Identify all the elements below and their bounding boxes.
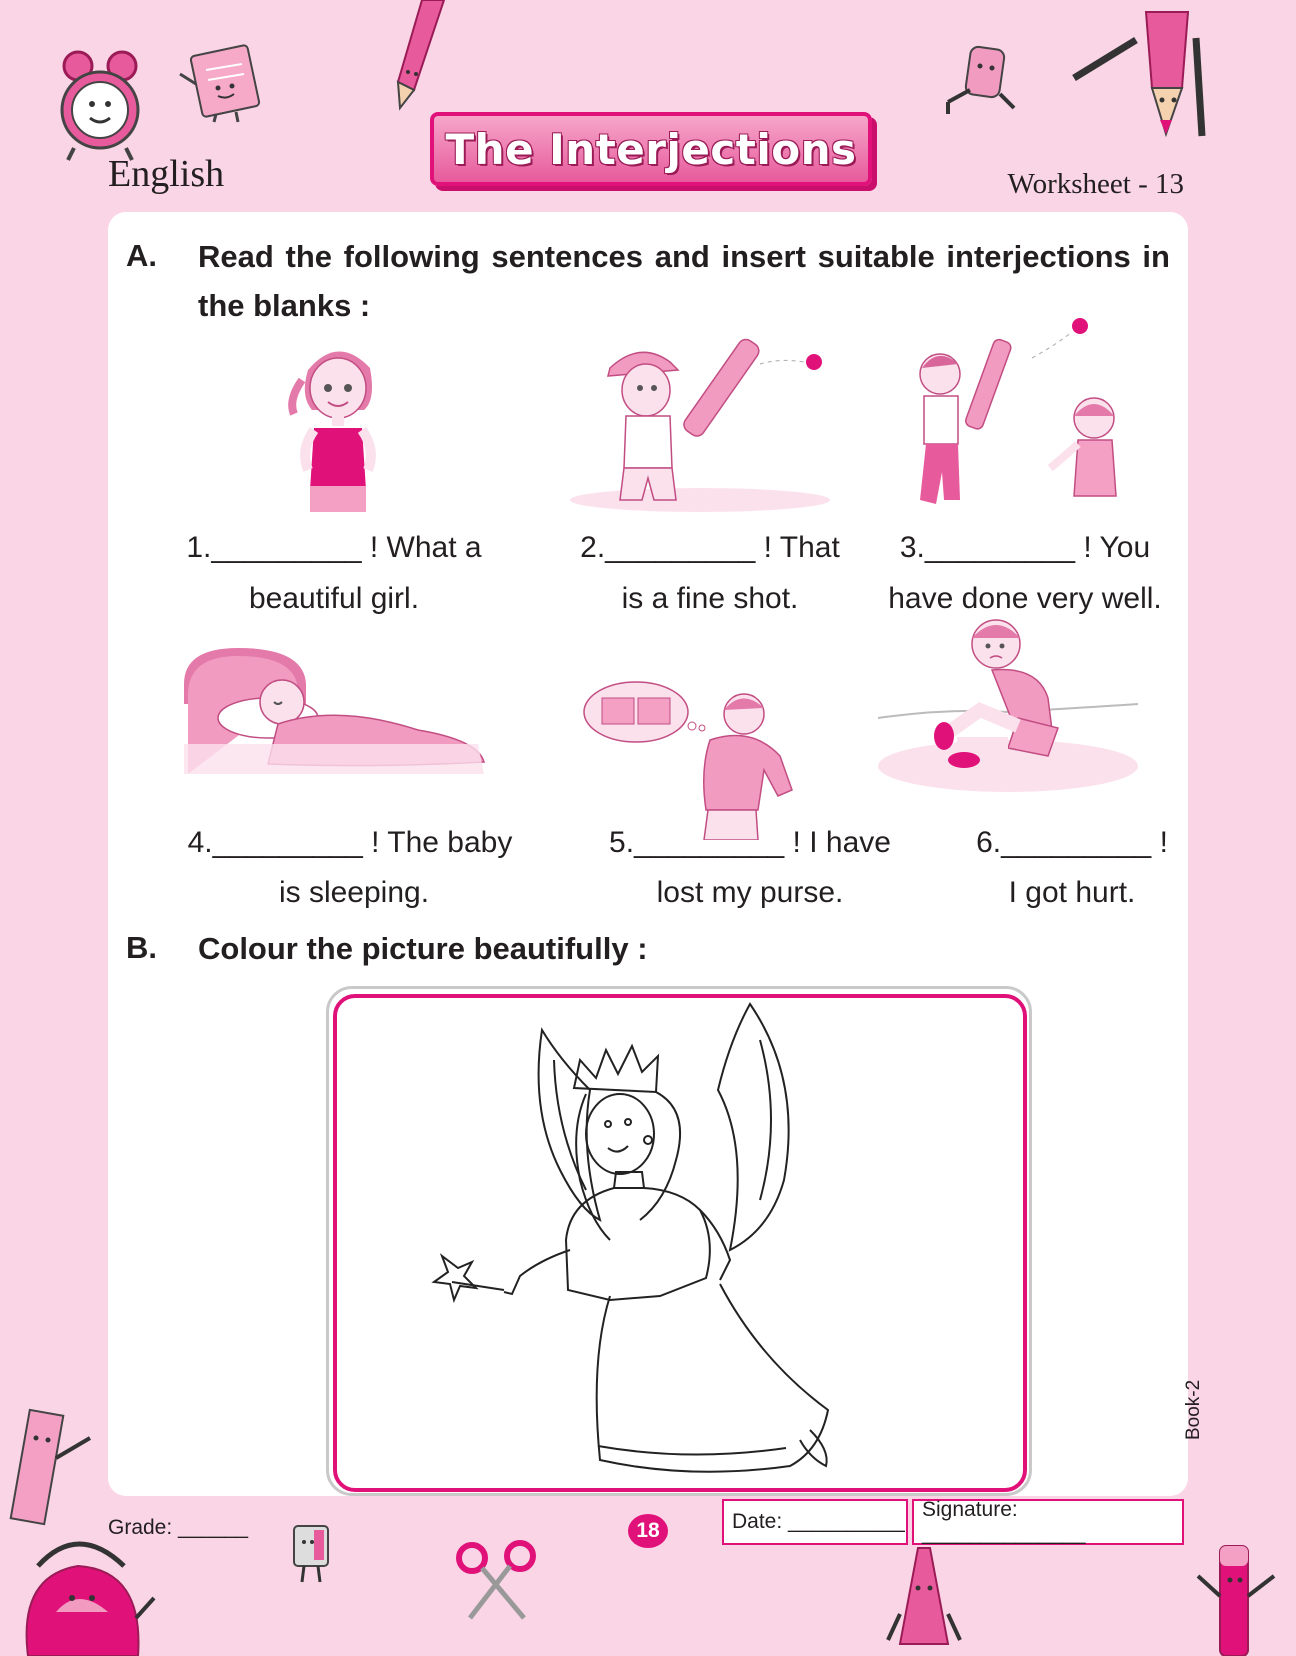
section-a-instruction-line1: Read the following sentences and insert suitable interjections in (198, 239, 1170, 274)
sleeping-baby-illustration (178, 644, 488, 774)
page-title: The Interjections (445, 124, 857, 174)
eraser-icon (944, 44, 1024, 120)
question-1-line2: beautiful girl. (248, 582, 420, 615)
subject-label: English (108, 153, 225, 195)
question-4-line2: is sleeping. (278, 876, 430, 909)
school-bag-icon (8, 1526, 158, 1656)
pencil-icon (380, 0, 450, 112)
question-5-line1: 5._________ ! I have (609, 826, 891, 859)
question-3-line2: have done very well. (888, 582, 1162, 615)
question-2-line2: is a fine shot. (621, 582, 799, 615)
question-1-line1: 1._________ ! What a (186, 531, 482, 564)
section-a-instruction-line2: the blanks : (198, 288, 371, 323)
alarm-clock-icon (52, 44, 148, 164)
date-field[interactable] (722, 1499, 908, 1545)
section-b-letter: B. (126, 930, 157, 965)
scissors-icon (454, 1536, 540, 1622)
question-4-line1: 4._________ ! The baby (187, 826, 513, 859)
question-2-line1: 2._________ ! That (580, 531, 840, 564)
section-a-letter: A. (126, 238, 157, 273)
kids-cricket-illustration (908, 312, 1148, 512)
title-banner (430, 112, 872, 186)
worksheet-label: Worksheet - 13 (1007, 168, 1184, 200)
signature-field[interactable] (912, 1499, 1184, 1545)
book-label: Book-2 (1183, 1379, 1204, 1440)
ruler-character-icon (8, 1408, 94, 1532)
boy-lost-purse-illustration (582, 680, 806, 840)
grade-field[interactable]: Grade: ______ (108, 1516, 249, 1539)
pen-character-icon (1190, 1540, 1286, 1656)
boy-batting-illustration (560, 318, 850, 516)
question-5-line2: lost my purse. (656, 876, 844, 909)
fairy-colouring-outline (430, 1000, 910, 1474)
question-3-line1: 3._________ ! You (899, 531, 1151, 564)
signature-label: Signature: ______________ (922, 1498, 1086, 1545)
girl-illustration (278, 340, 398, 516)
question-6-line1: 6._________ ! (976, 826, 1168, 859)
notepad-icon (176, 44, 266, 124)
sharpener-icon (284, 1520, 344, 1588)
date-label: Date: __________ (732, 1510, 905, 1533)
question-6-line2: I got hurt. (1008, 876, 1136, 909)
hurt-boy-illustration (868, 608, 1144, 798)
page-number-badge: 18 (628, 1514, 668, 1548)
pencil-character-icon (1070, 6, 1210, 138)
pencil-character-footer-icon (884, 1544, 964, 1656)
section-b-instruction: Colour the picture beautifully : (198, 931, 648, 966)
